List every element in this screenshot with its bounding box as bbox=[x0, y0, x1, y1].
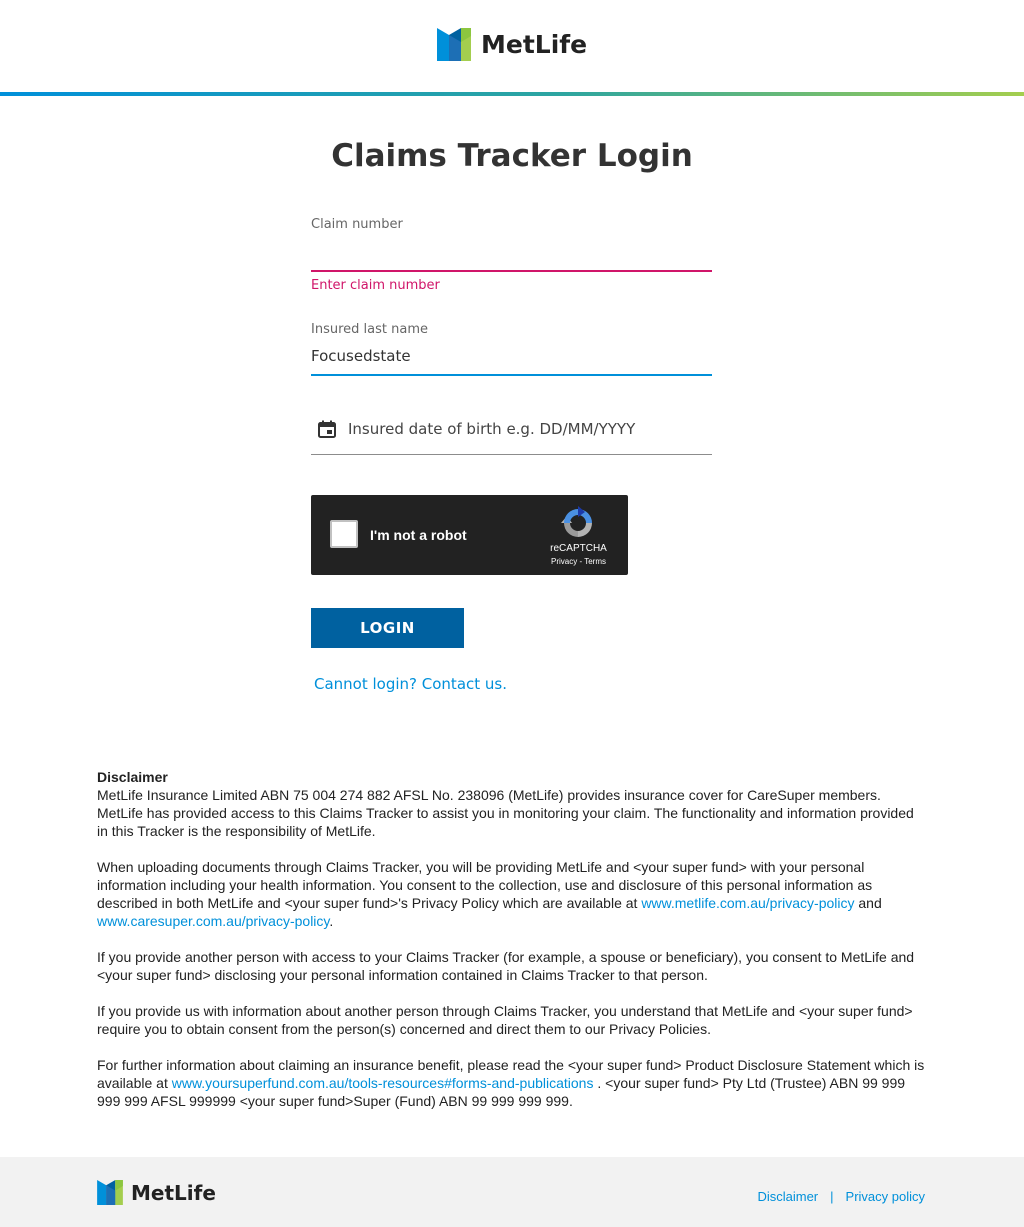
caresuper-privacy-policy-link[interactable]: www.caresuper.com.au/privacy-policy bbox=[97, 913, 330, 929]
site-header bbox=[0, 0, 1024, 92]
claim-number-label: Claim number bbox=[311, 217, 403, 232]
footer-metlife-logo[interactable] bbox=[97, 1180, 216, 1205]
footer-separator: | bbox=[830, 1189, 834, 1204]
last-name-input[interactable] bbox=[311, 341, 712, 371]
recaptcha-label: I'm not a robot bbox=[370, 527, 467, 543]
recaptcha-widget bbox=[311, 495, 628, 575]
page-title: Claims Tracker Login bbox=[331, 138, 693, 174]
disclaimer-p5-end: . <your super fund> Pty Ltd (Trustee) ABN 99 999 999 999 AFSL 999999 <your super fund>Super (Fund) ABN 99 999 999 999. bbox=[97, 1075, 906, 1109]
last-name-label: Insured last name bbox=[311, 322, 428, 337]
date-of-birth-underline bbox=[311, 454, 712, 455]
footer-disclaimer-link[interactable]: Disclaimer bbox=[757, 1189, 819, 1204]
disclaimer-p2-text: When uploading documents through Claims Tracker, you will be providing MetLife and <your super fund> with your personal information including your health information. You consent to the collection, use and disclosure of this personal information as described in both MetLife and <your super fund>'s Privacy Policy which are available at bbox=[97, 859, 873, 911]
disclaimer-paragraph-1: MetLife Insurance Limited ABN 75 004 274 882 AFSL No. 238096 (MetLife) provides insurance cover for CareSuper members. MetLife has provided access to this Claims Tracker to assist you in monitoring your claim. The functionality and information provided in this Tracker is the responsibility of MetLife. bbox=[97, 787, 914, 839]
calendar-icon[interactable] bbox=[318, 420, 336, 438]
disclaimer-title: Disclaimer bbox=[97, 769, 168, 785]
disclaimer-p2-end: . bbox=[329, 913, 334, 929]
metlife-privacy-policy-link[interactable]: www.metlife.com.au/privacy-policy bbox=[641, 895, 855, 911]
recaptcha-logo-icon bbox=[561, 506, 595, 540]
claim-number-error: Enter claim number bbox=[311, 278, 440, 293]
last-name-underline bbox=[311, 374, 712, 376]
claim-number-input[interactable] bbox=[311, 240, 712, 270]
disclaimer-section bbox=[97, 768, 927, 1110]
metlife-logo[interactable] bbox=[437, 28, 587, 61]
date-of-birth-input[interactable] bbox=[348, 416, 712, 442]
metlife-logo-text: MetLife bbox=[481, 30, 588, 59]
metlife-logo-mark-icon bbox=[437, 28, 471, 61]
site-footer bbox=[0, 1157, 1024, 1227]
header-gradient-bar bbox=[0, 92, 1024, 96]
super-fund-forms-link[interactable]: www.yoursuperfund.com.au/tools-resources#forms-and-publications bbox=[171, 1075, 594, 1091]
cannot-login-contact-link[interactable]: Cannot login? Contact us. bbox=[314, 675, 507, 693]
recaptcha-checkbox[interactable] bbox=[330, 520, 358, 548]
footer-privacy-policy-link[interactable]: Privacy policy bbox=[845, 1189, 925, 1204]
disclaimer-paragraph-5 bbox=[97, 1056, 927, 1110]
recaptcha-brand: reCAPTCHA bbox=[550, 543, 607, 554]
footer-links bbox=[757, 1189, 925, 1204]
disclaimer-p5-text: For further information about claiming an insurance benefit, please read the <your super fund> Product Disclosure Statement which is available at bbox=[97, 1057, 925, 1091]
login-button[interactable]: LOGIN bbox=[311, 608, 464, 648]
footer-metlife-logo-mark-icon bbox=[97, 1180, 123, 1205]
claim-number-underline bbox=[311, 270, 712, 272]
disclaimer-p2-and: and bbox=[854, 895, 882, 911]
disclaimer-paragraph-3: If you provide another person with access to your Claims Tracker (for example, a spouse or beneficiary), you consent to MetLife and <your super fund> disclosing your personal information contained in Claims Tracker to that person. bbox=[97, 949, 915, 983]
footer-logo-text: MetLife bbox=[131, 1180, 216, 1205]
recaptcha-privacy-terms-link[interactable]: Privacy - Terms bbox=[551, 557, 606, 566]
disclaimer-paragraph-4: If you provide us with information about another person through Claims Tracker, you understand that MetLife and <your super fund> require you to obtain consent from the person(s) concerned and direct them to our Privacy Policies. bbox=[97, 1003, 913, 1037]
disclaimer-paragraph-2 bbox=[97, 858, 927, 930]
